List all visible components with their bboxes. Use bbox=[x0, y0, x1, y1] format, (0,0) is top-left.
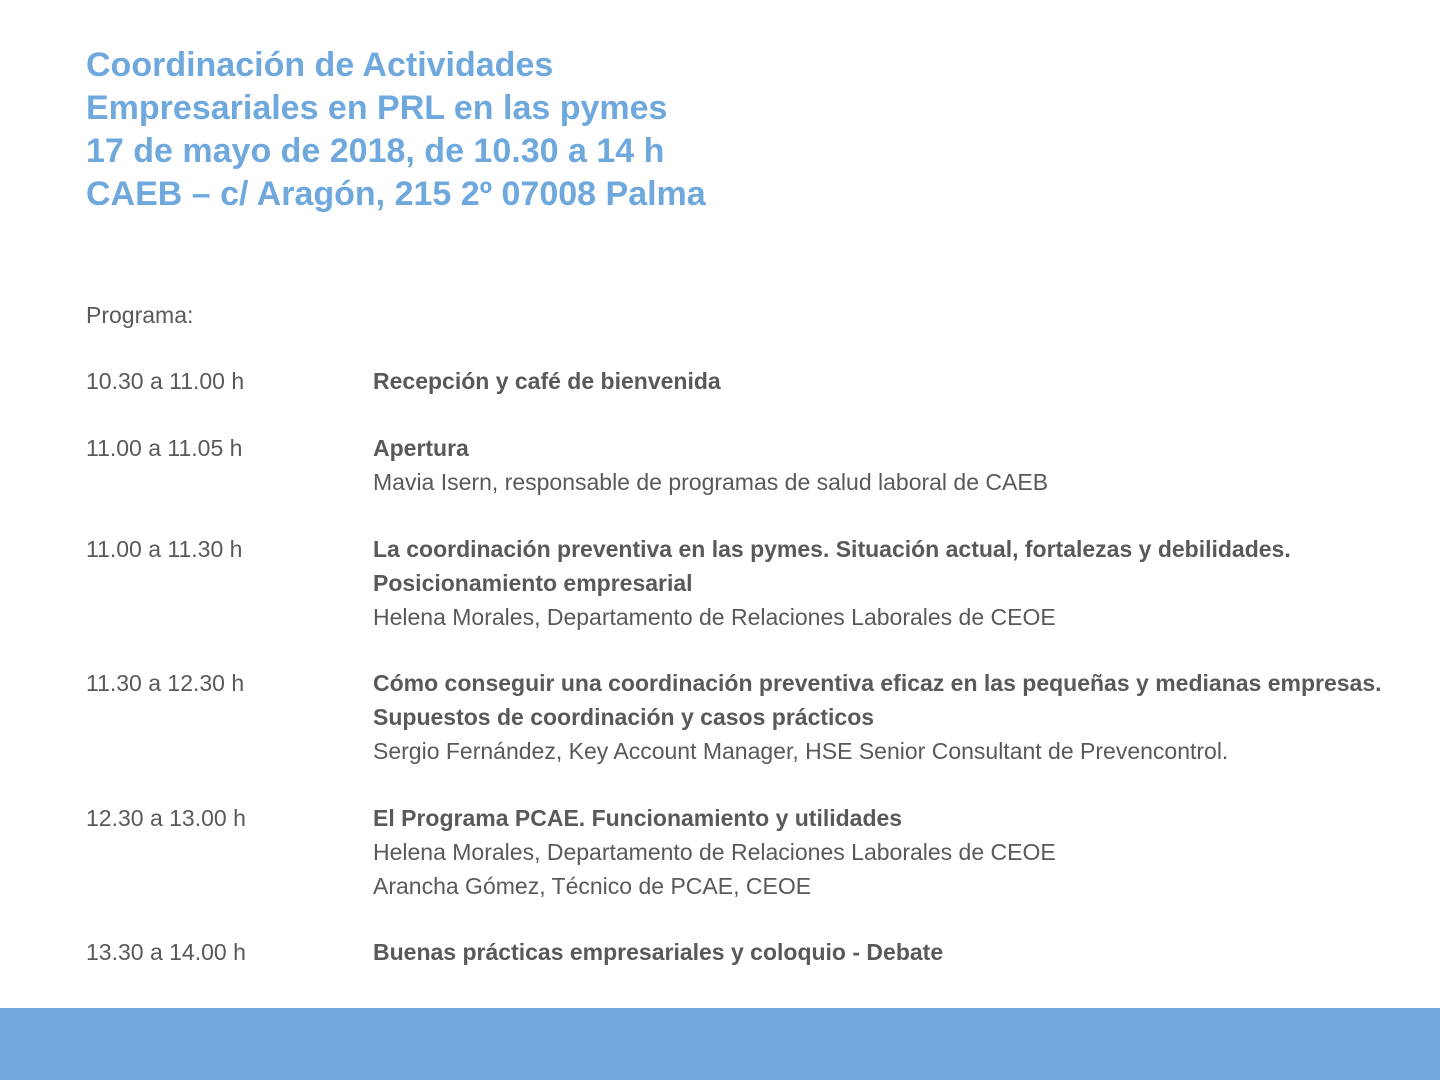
agenda-time: 11.00 a 11.30 h bbox=[86, 536, 243, 562]
footer-bar bbox=[0, 1008, 1440, 1080]
agenda-time: 11.00 a 11.05 h bbox=[86, 435, 243, 461]
agenda-speaker: Arancha Gómez, Técnico de PCAE, CEOE bbox=[373, 873, 812, 899]
title-line-date: 17 de mayo de 2018, de 10.30 a 14 h bbox=[86, 132, 665, 170]
agenda-speaker: Helena Morales, Departamento de Relaciones Laborales de CEOE bbox=[373, 604, 1056, 630]
agenda-title: Apertura bbox=[373, 435, 469, 461]
agenda-title: Recepción y café de bienvenida bbox=[373, 368, 721, 394]
agenda-speaker: Sergio Fernández, Key Account Manager, HSE Senior Consultant de Prevencontrol. bbox=[373, 738, 1229, 764]
title-line-venue: CAEB – c/ Aragón, 215 2º 07008 Palma bbox=[86, 175, 706, 213]
agenda-content bbox=[373, 364, 1403, 398]
program-label: Programa: bbox=[86, 302, 194, 328]
title-line-name: Coordinación de Actividades bbox=[86, 46, 554, 84]
agenda-content bbox=[373, 801, 1403, 903]
agenda-title: El Programa PCAE. Funcionamiento y utilidades bbox=[373, 805, 903, 831]
agenda-time: 13.30 a 14.00 h bbox=[86, 939, 246, 965]
agenda-time: 11.30 a 12.30 h bbox=[86, 670, 245, 696]
agenda-content bbox=[373, 532, 1403, 634]
agenda-title: Cómo conseguir una coordinación preventiva eficaz en las pequeñas y medianas empresas. Supuestos de coordinación y casos prácticos bbox=[373, 670, 1382, 730]
agenda-speaker: Mavia Isern, responsable de programas de salud laboral de CAEB bbox=[373, 469, 1049, 495]
agenda-time: 12.30 a 13.00 h bbox=[86, 805, 246, 831]
agenda-title: Buenas prácticas empresariales y coloquio - Debate bbox=[373, 939, 944, 965]
agenda-title: La coordinación preventiva en las pymes. Situación actual, fortalezas y debilidades. Posicionamiento empresarial bbox=[373, 536, 1291, 596]
agenda-content bbox=[373, 431, 1403, 499]
agenda-time: 10.30 a 11.00 h bbox=[86, 368, 245, 394]
title-line-subject: Empresariales en PRL en las pymes bbox=[86, 89, 668, 127]
event-title bbox=[86, 44, 1386, 216]
agenda-speaker: Helena Morales, Departamento de Relaciones Laborales de CEOE bbox=[373, 839, 1056, 865]
agenda-content bbox=[373, 935, 1403, 969]
agenda-content bbox=[373, 666, 1403, 768]
